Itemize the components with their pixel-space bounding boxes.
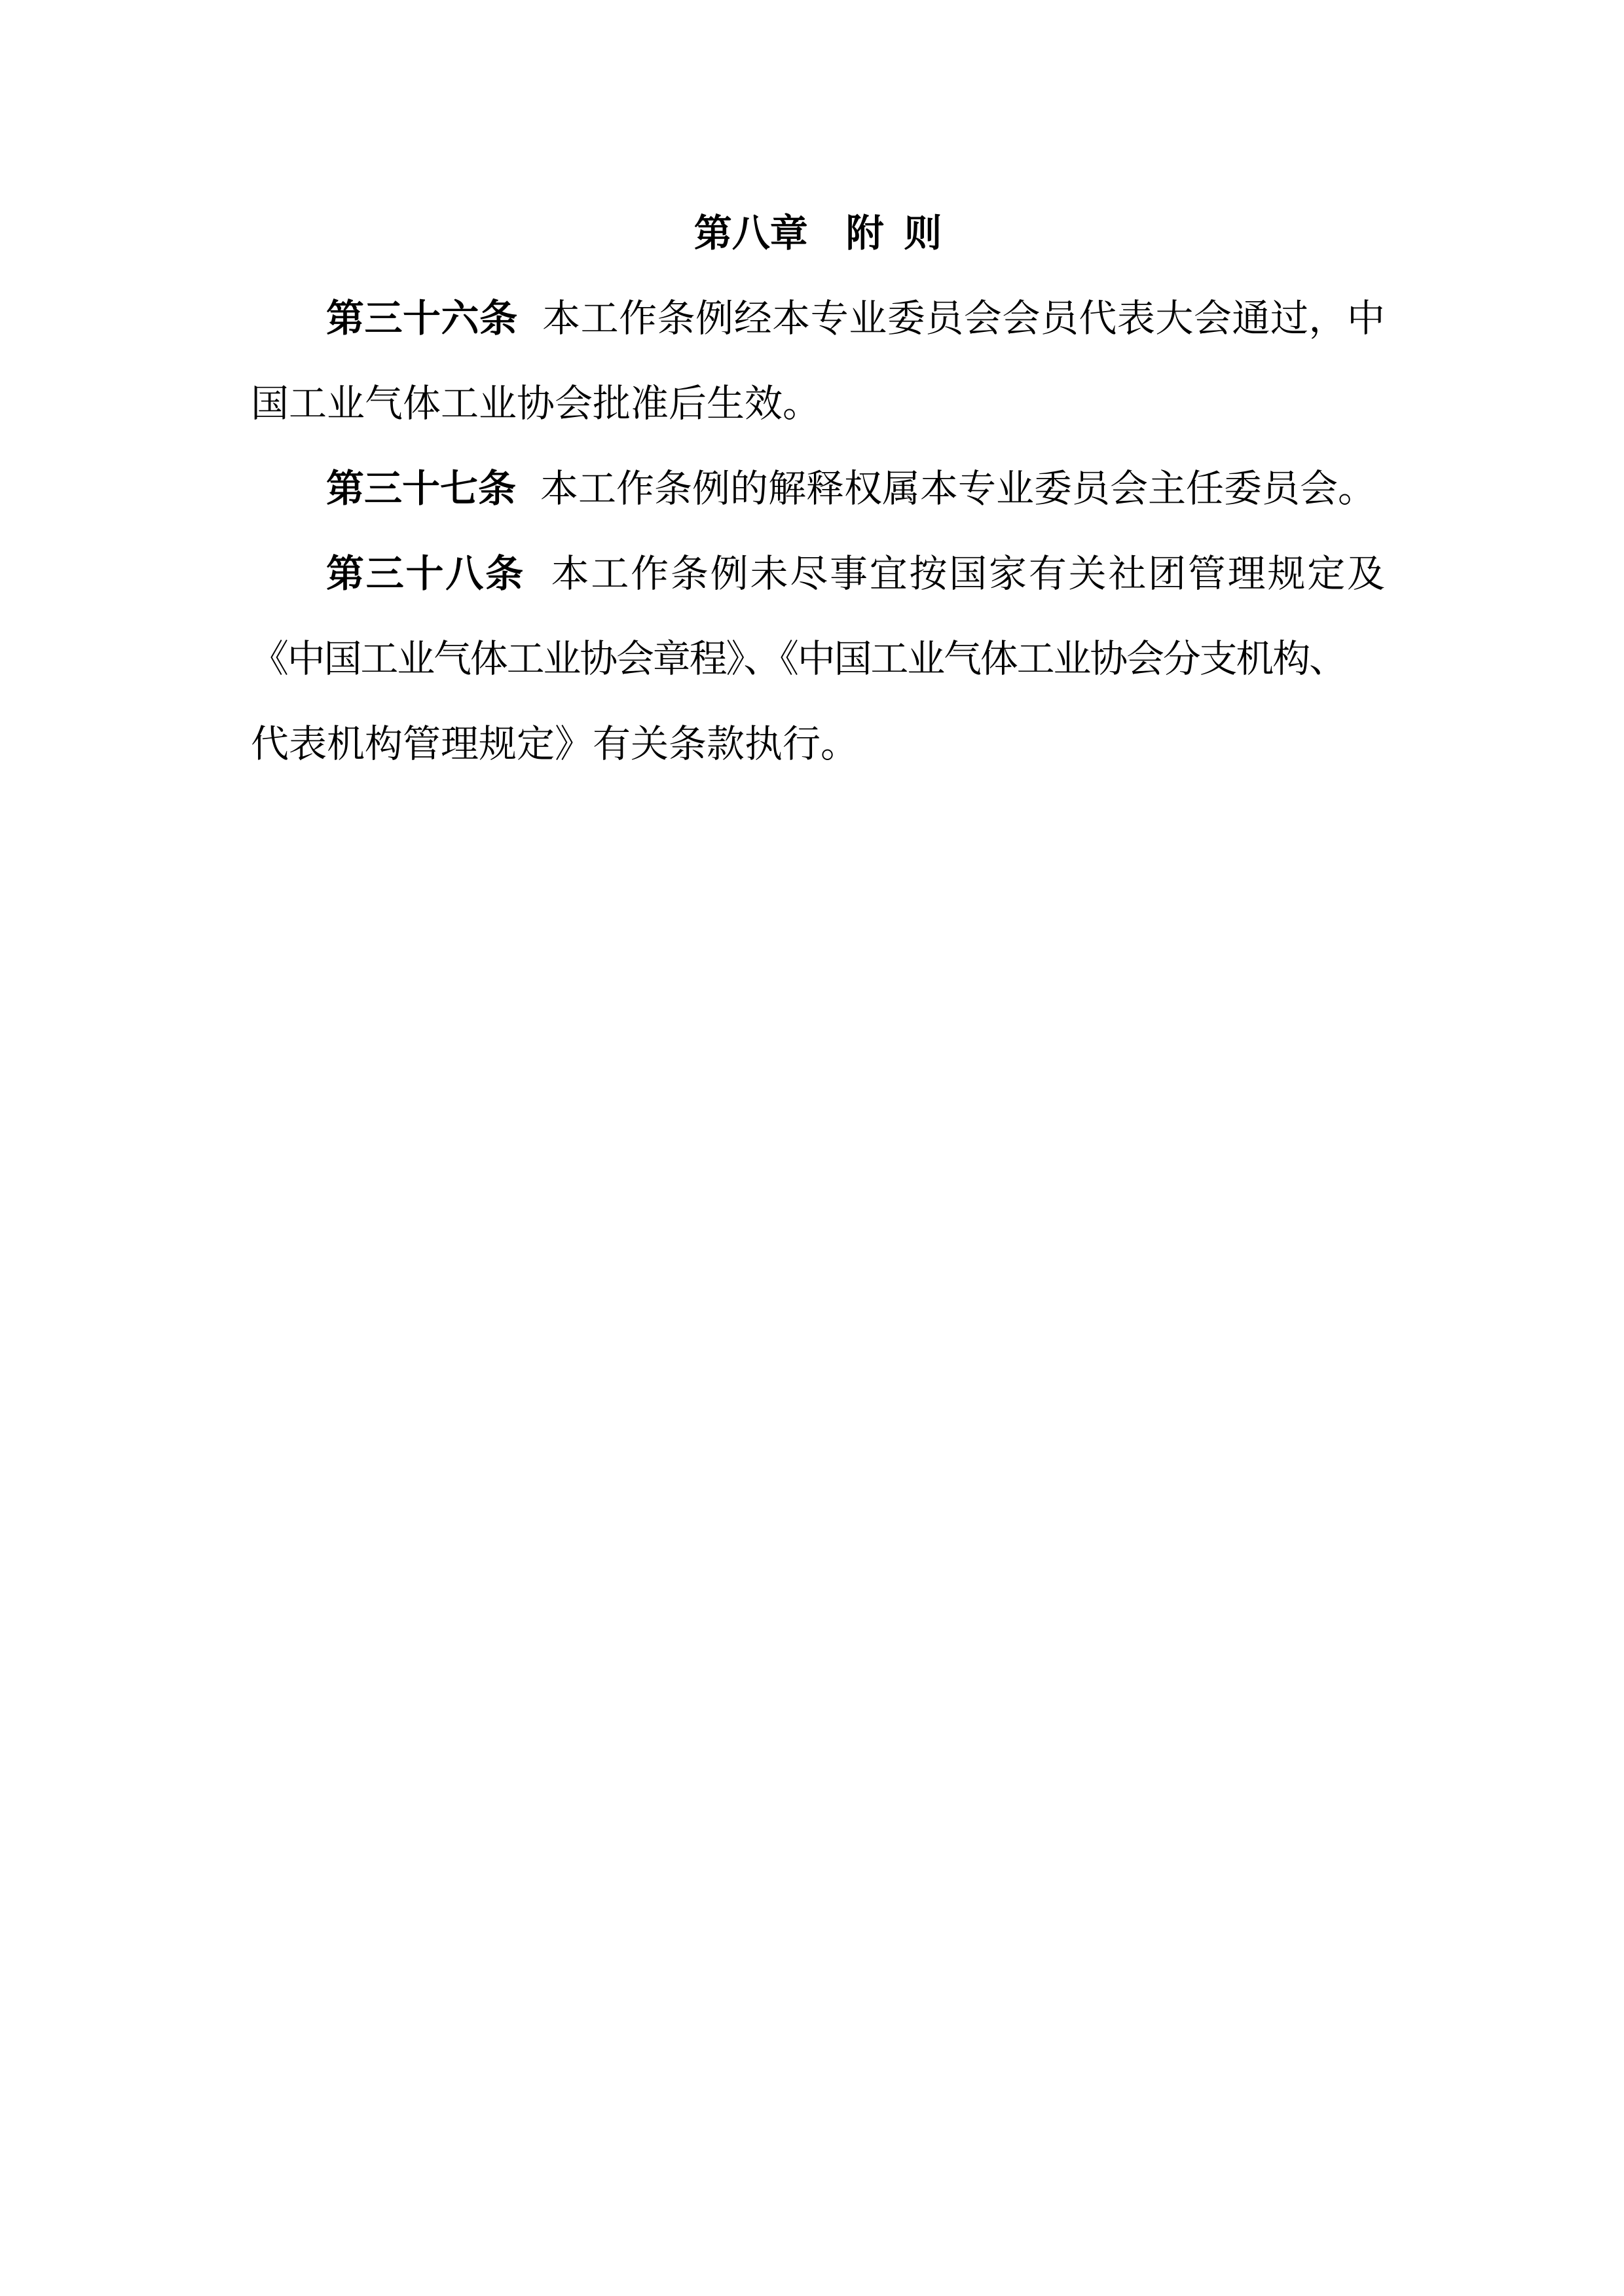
article-line: 国工业气体工业协会批准后生效。 (251, 382, 821, 425)
article-line (251, 276, 1385, 361)
article-line (251, 446, 1385, 532)
article-number: 第三十八条 (326, 553, 525, 595)
article-paragraph (251, 532, 1385, 787)
article-paragraph (251, 276, 1385, 446)
page-content (0, 0, 1624, 787)
chapter-title: 附 则 (845, 212, 942, 255)
chapter-number: 第八章 (693, 212, 808, 255)
article-number: 第三十六条 (326, 297, 518, 340)
article-text: 本工作条例的解释权属本专业委员会主任委员会。 (540, 467, 1376, 510)
article-line (251, 532, 1385, 617)
article-line: 《中国工业气体工业协会章程》、《中国工业气体工业协会分支机构、 (251, 638, 1346, 680)
article-text: 本工作条例未尽事宜按国家有关社团管理规定及 (549, 553, 1385, 595)
chapter-heading (251, 191, 1385, 276)
article-line: 代表机构管理规定》有关条款执行。 (251, 723, 859, 765)
article-paragraph (251, 446, 1385, 532)
article-number: 第三十七条 (326, 467, 517, 510)
article-text: 本工作条例经本专业委员会会员代表大会通过，中 (542, 297, 1385, 340)
